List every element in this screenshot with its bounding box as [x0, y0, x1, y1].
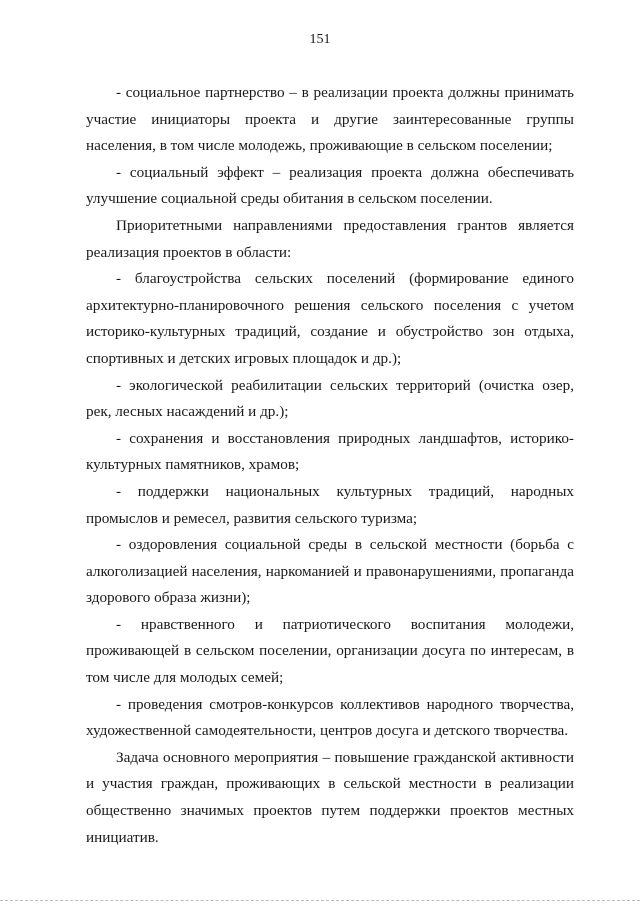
list-item-social-health: - оздоровления социальной среды в сельской местности (борьба с алкоголизацией населения, наркоманией и правонарушениями, пропаганда здорового образа жизни);	[86, 536, 574, 607]
body-text	[86, 80, 574, 851]
list-item-contests: - проведения смотров-конкурсов коллективов народного творчества, художественной самодеятельности, центров досуга и детского творчества.	[86, 695, 574, 740]
paragraph-social-partnership: - социальное партнерство – в реализации проекта должны принимать участие инициаторы проекта и другие заинтересованные группы населения, в том числе молодежь, проживающие в сельском поселении;	[86, 84, 574, 155]
paragraph-priority-directions: Приоритетными направлениями предоставления грантов является реализация проектов в области:	[86, 216, 574, 261]
page-number: 151	[309, 32, 331, 47]
list-item-ecological-rehabilitation: - экологической реабилитации сельских территорий (очистка озер, рек, лесных насаждений и др.);	[86, 376, 574, 421]
list-item-heritage-preservation: - сохранения и восстановления природных ландшафтов, историко-культурных памятников, храмов;	[86, 429, 574, 474]
list-item-cultural-traditions: - поддержки национальных культурных традиций, народных промыслов и ремесел, развития сельского туризма;	[86, 482, 574, 527]
paragraph-social-effect: - социальный эффект – реализация проекта должна обеспечивать улучшение социальной среды обитания в сельском поселении.	[86, 163, 574, 208]
list-item-landscaping: - благоустройства сельских поселений (формирование единого архитектурно-планировочного решения сельского поселения с учетом историко-культурных традиций, создание и обустройство зон отдыха, спортивных и детских игровых площадок и др.);	[86, 270, 574, 367]
list-item-youth-education: - нравственного и патриотического воспитания молодежи, проживающей в сельском поселении, организации досуга по интересам, в том числе для молодых семей;	[86, 615, 574, 687]
scan-edge-line	[0, 900, 640, 901]
paragraph-main-task: Задача основного мероприятия – повышение гражданской активности и участия граждан, проживающих в сельской местности в реализации общественно значимых проектов путем поддержки проектов местных инициатив.	[86, 748, 574, 846]
